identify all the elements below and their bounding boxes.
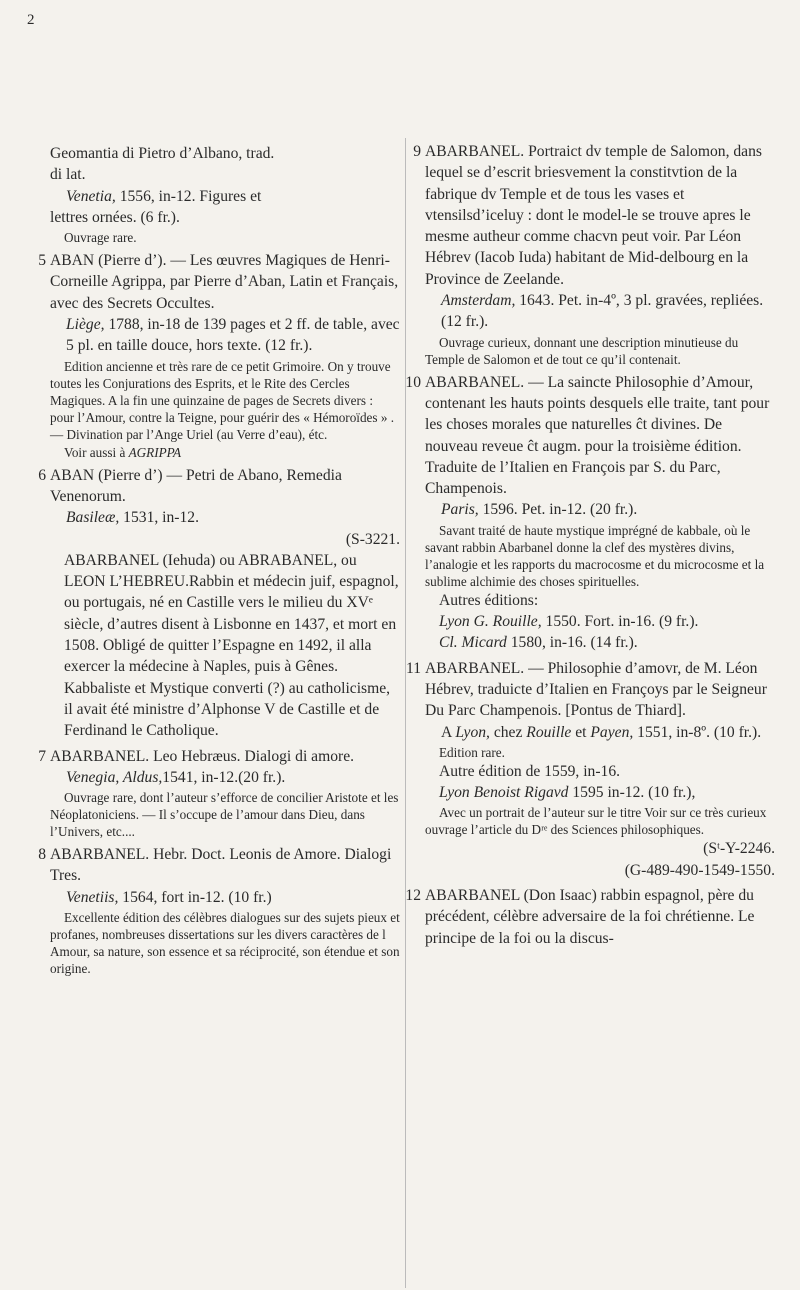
entry-text: ABAN (Pierre d’). — Les œuvres Magiques de Henri-Corneille Agrippa, par Pierre d’Aban, Latin et Français, avec des Secrets Occultes. — [50, 252, 399, 312]
entry-10 — [405, 372, 775, 654]
entry-text: ABARBANEL. — Philosophie d’amovr, de M. Léon Hébrev, traduicte d’Italien en Françoys par le Seigneur Du Parc Champenois. [Pontus de Thiard]. — [425, 659, 767, 720]
library-code: (Sᵗ-Y-2246. — [703, 840, 775, 858]
column-divider — [405, 138, 406, 1288]
pub-details: 1596. Pet. in-12. (20 fr.). — [478, 501, 638, 519]
pub-mid: chez — [489, 723, 527, 741]
pub-details: 1595 in-12. (10 fr.), — [568, 784, 696, 802]
entry-5 — [38, 250, 400, 460]
pub-details: 1643. Pet. in-4º, 3 pl. gravées, repliées. (12 fr.). — [441, 292, 764, 331]
see-reference: AGRIPPA — [128, 444, 182, 460]
pub-details: 1531, in-12. — [119, 509, 199, 527]
pub-details: 1788, in-18 de 139 pages et 2 ff. de table, avec 5 pl. en taille douce, hors texte. (12 fr.). — [66, 316, 400, 355]
publication-line — [50, 314, 400, 357]
entry-text: ABARBANEL. Portraict dv temple de Salomon, dans lequel se d’escrit briesvement la constitvtion de la fabrique dv Temple et de tous les vases et vtensilsd’iceluy : dont le model-le se trouve apres le mesme autheur comme chacvn peut voir. Par Léon Hébrev (Iacob Iuda) habitant de Mid-delbourg en la Province de Zeelande. — [425, 143, 762, 288]
entry-note: Excellente édition des célèbres dialogues sur des sujets pieux et profanes, nombreuses dissertations sur les divers caractères de l Amour, sa nature, son essence et sa réciprocité, son étendue et son origine. — [50, 910, 400, 977]
edition-line — [425, 611, 775, 632]
pub-place: Liège, — [66, 316, 105, 334]
page-number: 2 — [27, 12, 35, 28]
publication-line — [50, 887, 400, 908]
entry-text: ABAN (Pierre d’) — Petri de Abano, Remedia Venenorum. — [50, 466, 342, 505]
entry-9 — [413, 141, 775, 368]
entry-text: di lat. — [50, 166, 86, 184]
entry-number: 6 — [38, 466, 46, 484]
see-prefix: Voir aussi à — [64, 444, 129, 460]
entry-note: Edition rare. — [439, 744, 505, 760]
publication-line — [425, 499, 775, 520]
entry-4-continued — [50, 143, 400, 246]
entry-note: Ouvrage rare. — [64, 230, 137, 246]
entry-note: Ouvrage rare, dont l’auteur s’efforce de concilier Aristote et les Néoplatoniciens. — Il s’occupe de l’amour dans Dieu, dans l’Univers, etc.... — [50, 790, 399, 840]
entry-number: 9 — [413, 143, 421, 160]
publisher: Payen, — [590, 723, 634, 741]
entry-11 — [405, 658, 775, 881]
pub-details: 1551, in-8º. (10 fr.). — [633, 723, 762, 741]
entry-text: ABARBANEL. Hebr. Doct. Leonis de Amore. Dialogi Tres. — [50, 846, 392, 885]
left-column — [38, 143, 400, 981]
pub-place: Venegia, Aldus, — [66, 768, 163, 786]
author-biography: ABARBANEL (Iehuda) ou ABRABANEL, ou LEON L’HEBREU.Rabbin et médecin juif, espagnol, ou portugais, né en Castille vers le milieu du XVᵉ siècle, d’autres disent à Lisbonne en 1437, et mort en 1508. Obligé de quitter l’Espagne en 1492, il alla exercer la médecine à Naples, puis à Gênes. Kabbaliste et Mystique converti (?) au catholicisme, il avait été ministre d’Alphonse V de Castille et de Ferdinand le Catholique. — [64, 551, 399, 740]
see-also — [50, 444, 400, 461]
entry-number: 11 — [405, 659, 421, 677]
entry-text: lettres ornées. (6 fr.). — [50, 208, 180, 226]
other-edition: Autre édition de 1559, in-16. — [439, 762, 621, 780]
pub-place: Venetiis, — [66, 888, 119, 906]
edition-line — [425, 782, 775, 803]
pub-details: 1541, in-12.(20 fr.). — [162, 768, 286, 786]
entry-note: Ouvrage curieux, donnant une description minutieuse du Temple de Salomon et de tout ce qu’il contenait. — [425, 334, 739, 367]
entry-number: 12 — [405, 887, 421, 905]
entry-12 — [405, 885, 775, 949]
entry-number: 7 — [38, 747, 46, 765]
publication-line — [50, 507, 400, 528]
pub-place: Basileæ, — [66, 509, 120, 527]
entry-note: Savant traité de haute mystique imprégné de kabbale, où le savant rabbin Abarbanel donne la clef des mystères divins, l’analogie et les rapports du macrocosme et du microcosme et la sublime alchimie des choses spirituelles. — [425, 522, 765, 589]
pub-place: Cl. Micard — [439, 634, 507, 652]
entry-7 — [38, 746, 400, 841]
entry-text: ABARBANEL (Don Isaac) rabbin espagnol, père du précédent, célèbre adversaire de la foi chrétienne. Le principe de la foi ou la discus- — [425, 887, 755, 947]
other-editions-title: Autres éditions: — [439, 591, 539, 609]
library-code: (G-489-490-1549-1550. — [624, 861, 775, 879]
publication-line — [50, 767, 400, 788]
publication-line — [50, 186, 400, 207]
pub-details: 1580, in-16. (14 fr.). — [506, 634, 638, 652]
entry-note: Avec un portrait de l’auteur sur le titre Voir sur ce très curieux ouvrage l’article du Dʳᵉ des Sciences philosophiques. — [425, 805, 767, 838]
library-code: (S-3221. — [345, 530, 400, 548]
pub-place: Venetia, — [66, 187, 116, 205]
pub-place: Lyon Benoist Rigavd — [439, 784, 569, 802]
entry-number: 10 — [405, 373, 421, 391]
entry-text: ABARBANEL. — La saincte Philosophie d’Amour, contenant les hauts points desquels elle traite, tant pour les choses morales que naturelles ĉt divines. De nouveau reveue ĉt augm. pour la troisième édition. Traduite de l’Italien en François par S. du Parc, Champenois. — [425, 373, 770, 498]
pub-details: 1564, fort in-12. (10 fr.) — [118, 888, 272, 906]
pub-place: Lyon, — [455, 723, 490, 741]
entry-6 — [38, 465, 400, 742]
edition-line — [425, 632, 775, 653]
publication-line — [425, 722, 775, 743]
entry-text: Geomantia di Pietro d’Albano, trad. — [50, 145, 275, 162]
publication-line — [425, 290, 775, 333]
entry-note: Edition ancienne et très rare de ce petit Grimoire. On y trouve toutes les Conjurations des Esprits, et le Rite des Cercles Magiques. A la fin une quinzaine de pages de Secrets divers : pour l’Amour, contre la Teigne, pour guérir des « Hémoroïdes » . — Divination par l’Ange Uriel (au Verre d’eau), étc. — [50, 358, 395, 442]
entry-text: ABARBANEL. Leo Hebræus. Dialogi di amore. — [50, 747, 355, 765]
pub-place: Amsterdam, — [441, 292, 516, 310]
entry-number: 8 — [38, 846, 46, 864]
pub-place: Lyon G. Rouille, — [439, 613, 542, 631]
entry-number: 5 — [38, 252, 46, 270]
right-column — [405, 141, 775, 953]
pub-place: Paris, — [441, 501, 479, 519]
pub-details: 1550. Fort. in-16. (9 fr.). — [541, 613, 699, 631]
publisher: Rouille — [526, 723, 572, 741]
entry-8 — [38, 844, 400, 977]
pub-and: et — [571, 723, 591, 741]
pub-details: 1556, in-12. Figures et — [115, 187, 262, 205]
pub-prefix: A — [441, 723, 456, 741]
